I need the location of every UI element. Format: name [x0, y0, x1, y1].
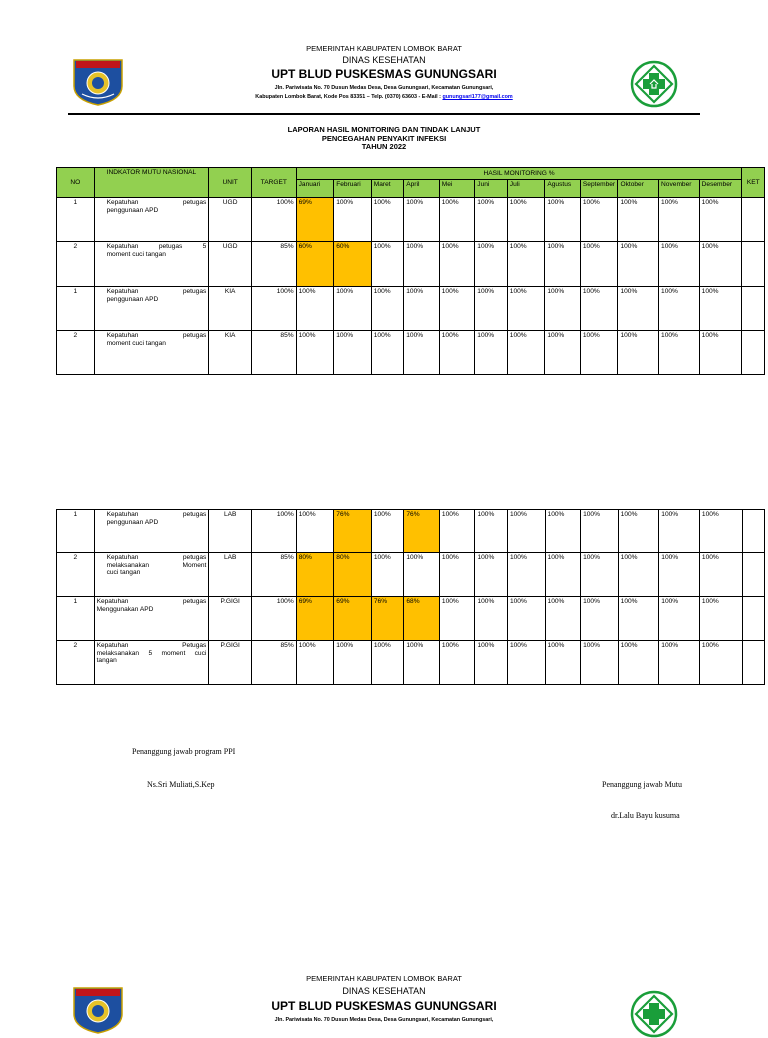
indikator-line: Kepatuhan petugas [106, 511, 207, 518]
cell-value: 100% [659, 198, 700, 242]
cell-value: 100% [618, 331, 659, 375]
header-month: Januari [296, 180, 334, 198]
indikator-line: penggunaan APD [106, 518, 159, 526]
cell-indikator [94, 597, 209, 641]
cell-value: 100% [371, 242, 403, 287]
cell-unit: LAB [209, 510, 252, 553]
indikator-line: tangan [96, 657, 117, 665]
cell-value: 68% [404, 597, 440, 641]
cell-value: 100% [334, 287, 372, 331]
health-cross-icon [630, 60, 678, 108]
report-title-line-1: LAPORAN HASIL MONITORING DAN TINDAK LANJUT [287, 125, 481, 134]
cell-target: 100% [252, 597, 297, 641]
indikator-line: Kepatuhan petugas [106, 332, 207, 339]
cell-value: 100% [404, 198, 440, 242]
cell-no: 2 [57, 331, 95, 375]
cell-value: 100% [545, 597, 581, 641]
cell-value: 100% [439, 331, 475, 375]
cell-no: 2 [57, 641, 95, 685]
cell-value: 100% [296, 510, 334, 553]
indikator-line: Kepatuhan petugas 5 [106, 243, 207, 250]
gov-name: PEMERINTAH KABUPATEN LOMBOK BARAT [306, 44, 462, 53]
cell-no: 2 [57, 553, 95, 597]
indikator-line: penggunaan APD [106, 295, 159, 303]
cell-value: 100% [545, 287, 581, 331]
cell-target: 85% [252, 553, 297, 597]
cell-value: 100% [545, 553, 581, 597]
table-row [57, 331, 765, 375]
cell-value: 100% [699, 331, 742, 375]
header-month: Maret [371, 180, 403, 198]
cell-value: 100% [334, 331, 372, 375]
cell-indikator [94, 287, 209, 331]
header-month: Mei [439, 180, 475, 198]
table-row [57, 597, 765, 641]
indikator-line: Kepatuhan Petugas [96, 642, 207, 649]
cell-no: 1 [57, 510, 95, 553]
header-month: Februari [334, 180, 372, 198]
header-target: TARGET [251, 168, 296, 198]
cell-value: 100% [334, 641, 372, 685]
table-row [57, 510, 765, 553]
cell-ket [742, 242, 765, 287]
cell-value: 100% [699, 597, 742, 641]
cell-ket [742, 198, 765, 242]
cell-value: 80% [334, 553, 372, 597]
cell-value: 100% [659, 597, 700, 641]
cell-ket [742, 510, 764, 553]
cell-value: 100% [371, 553, 404, 597]
table-row [57, 242, 765, 287]
cell-value: 100% [475, 287, 507, 331]
address-line-1: Jln. Pariwisata No. 70 Dusun Medas Desa, Desa Gunungsari, Kecamatan Gunungsari, [274, 85, 494, 91]
cell-value: 100% [659, 510, 700, 553]
indikator-line: Kepatuhan petugas [106, 288, 207, 295]
cell-value: 100% [659, 242, 700, 287]
cell-target: 85% [251, 242, 296, 287]
cell-value: 100% [581, 641, 619, 685]
cell-value: 100% [580, 287, 618, 331]
header-month: September [580, 180, 618, 198]
cell-value: 76% [334, 510, 372, 553]
cell-value: 76% [371, 597, 404, 641]
cell-target: 100% [251, 198, 296, 242]
cell-value: 100% [618, 242, 659, 287]
header-month: November [659, 180, 700, 198]
header-no: NO [57, 168, 95, 198]
cell-indikator [94, 553, 209, 597]
indikator-line: melaksanakan Moment [106, 561, 207, 569]
cell-indikator [94, 641, 209, 685]
cell-value: 100% [507, 510, 545, 553]
gov-name-next: PEMERINTAH KABUPATEN LOMBOK BARAT [306, 974, 462, 983]
cell-value: 100% [475, 510, 508, 553]
cell-no: 2 [57, 242, 95, 287]
cell-value: 100% [439, 198, 475, 242]
cell-value: 100% [618, 287, 659, 331]
indikator-line: penggunaan APD [106, 206, 159, 214]
cell-value: 100% [659, 641, 700, 685]
table-row [57, 198, 765, 242]
cell-unit: UGD [209, 198, 252, 242]
letterhead-divider [68, 113, 700, 115]
cell-target: 85% [251, 331, 296, 375]
cell-value: 69% [296, 198, 334, 242]
address-line-1-next: Jln. Pariwisata No. 70 Dusun Medas Desa, Desa Gunungsari, Kecamatan Gunungsari, [274, 1017, 494, 1023]
cell-ket [742, 287, 765, 331]
cell-value: 100% [545, 198, 581, 242]
cell-value: 100% [371, 331, 403, 375]
cell-value: 100% [659, 287, 700, 331]
cell-value: 100% [296, 287, 334, 331]
cell-value: 100% [580, 331, 618, 375]
header-month: Juli [507, 180, 545, 198]
institution-name: UPT BLUD PUSKESMAS GUNUNGSARI [271, 67, 497, 81]
cell-indikator [94, 198, 209, 242]
cell-value: 100% [507, 553, 545, 597]
cell-ket [742, 553, 764, 597]
cell-target: 100% [252, 510, 297, 553]
cell-value: 100% [334, 198, 372, 242]
cell-value: 100% [439, 597, 475, 641]
cell-indikator [94, 242, 209, 287]
cell-value: 100% [581, 510, 619, 553]
cell-value: 100% [545, 641, 581, 685]
cell-value: 100% [507, 641, 545, 685]
cell-no: 1 [57, 597, 95, 641]
monitoring-table-top [56, 167, 765, 375]
agency-name-next: DINAS KESEHATAN [342, 986, 426, 996]
cell-value: 100% [618, 553, 659, 597]
cell-value: 100% [507, 242, 545, 287]
indikator-line: moment cuci tangan [106, 250, 166, 258]
cell-unit: UGD [209, 242, 252, 287]
cell-value: 100% [404, 553, 440, 597]
cell-no: 1 [57, 198, 95, 242]
cell-value: 100% [618, 198, 659, 242]
cell-value: 100% [296, 331, 334, 375]
institution-name-next: UPT BLUD PUSKESMAS GUNUNGSARI [271, 999, 497, 1013]
signature-left-name: Ns.Sri Muliati,S.Kep [147, 780, 215, 789]
cell-value: 100% [475, 553, 508, 597]
cell-value: 100% [507, 597, 545, 641]
cell-unit: P.GIGI [209, 641, 252, 685]
cell-value: 60% [334, 242, 372, 287]
cell-value: 100% [439, 287, 475, 331]
report-title-line-2: PENCEGAHAN PENYAKIT INFEKSI [321, 133, 447, 143]
cell-value: 100% [545, 331, 581, 375]
cell-unit: LAB [209, 553, 252, 597]
cell-value: 100% [404, 331, 440, 375]
cell-value: 100% [580, 198, 618, 242]
cell-value: 76% [404, 510, 440, 553]
cell-value: 100% [699, 553, 742, 597]
email-link[interactable]: gunungsari177@gmail.com [442, 94, 513, 100]
cell-value: 100% [439, 641, 475, 685]
cell-value: 100% [475, 198, 507, 242]
cell-value: 100% [371, 510, 404, 553]
cell-value: 100% [475, 331, 507, 375]
cell-value: 80% [296, 553, 334, 597]
cell-value: 100% [618, 510, 659, 553]
cell-value: 100% [699, 242, 742, 287]
cell-no: 1 [57, 287, 95, 331]
cell-ket [742, 331, 765, 375]
cell-value: 100% [404, 287, 440, 331]
cell-target: 100% [251, 287, 296, 331]
signature-left-role: Penanggung jawab program PPI [132, 747, 236, 756]
cell-value: 100% [371, 287, 403, 331]
header-month: Juni [475, 180, 507, 198]
table-row [57, 287, 765, 331]
cell-value: 69% [296, 597, 334, 641]
header-month: Oktober [618, 180, 659, 198]
cell-unit: KIA [209, 287, 252, 331]
cell-value: 100% [659, 553, 700, 597]
header-indikator: INDKATOR MUTU NASIONAL [94, 168, 209, 198]
header-ket: KET [742, 168, 765, 198]
header-month: April [404, 180, 440, 198]
cell-indikator [94, 510, 209, 553]
cell-value: 60% [296, 242, 334, 287]
indikator-line: Kepatuhan petugas [106, 199, 207, 206]
signature-right-role: Penanggung jawab Mutu [602, 780, 682, 789]
indikator-line: Kepatuhan petugas [106, 554, 207, 561]
cell-value: 100% [439, 510, 475, 553]
cell-indikator [94, 331, 209, 375]
cell-value: 100% [475, 597, 508, 641]
cell-ket [742, 597, 764, 641]
cell-value: 100% [581, 597, 619, 641]
cell-unit: P.GIGI [209, 597, 252, 641]
cell-value: 100% [699, 287, 742, 331]
header-month: Desember [699, 180, 742, 198]
signature-right-name: dr.Lalu Bayu kusuma [611, 811, 680, 820]
cell-value: 100% [580, 242, 618, 287]
cell-value: 100% [699, 510, 742, 553]
cell-value: 100% [404, 242, 440, 287]
indikator-line: moment cuci tangan [106, 339, 166, 347]
indikator-line: cuci tangan [106, 569, 141, 577]
cell-value: 69% [334, 597, 372, 641]
address-text: Kabupaten Lombok Barat, Kode Pos 83351 – Telp. (0370) 63603 - E-Mail : [255, 94, 443, 100]
cell-value: 100% [507, 198, 545, 242]
report-title-line-3: TAHUN 2022 [361, 142, 407, 151]
indikator-line: melaksanakan 5 moment cuci [96, 649, 207, 657]
indikator-line: Kepatuhan petugas [96, 598, 207, 605]
cell-value: 100% [699, 641, 742, 685]
cell-value: 100% [581, 553, 619, 597]
cell-value: 100% [475, 242, 507, 287]
cell-value: 100% [545, 510, 581, 553]
cell-target: 85% [252, 641, 297, 685]
cell-value: 100% [371, 641, 404, 685]
cell-value: 100% [545, 242, 581, 287]
cell-value: 100% [507, 287, 545, 331]
cell-value: 100% [439, 242, 475, 287]
cell-value: 100% [439, 553, 475, 597]
cell-value: 100% [507, 331, 545, 375]
table-row [57, 553, 765, 597]
header-hasil-monitoring: HASIL MONITORING % [296, 168, 742, 180]
header-month: Agustus [545, 180, 581, 198]
monitoring-table-bottom [56, 509, 765, 685]
cell-value: 100% [404, 641, 440, 685]
agency-name: DINAS KESEHATAN [342, 55, 426, 65]
cell-value: 100% [699, 198, 742, 242]
cell-value: 100% [475, 641, 508, 685]
cell-value: 100% [618, 641, 659, 685]
cell-value: 100% [618, 597, 659, 641]
cell-value: 100% [296, 641, 334, 685]
cell-value: 100% [659, 331, 700, 375]
header-unit: UNIT [209, 168, 252, 198]
cell-ket [742, 641, 764, 685]
cell-unit: KIA [209, 331, 252, 375]
cell-value: 100% [371, 198, 403, 242]
indikator-line: Menggunakan APD [96, 605, 154, 613]
table-row [57, 641, 765, 685]
report-title [0, 126, 768, 152]
health-cross-icon [630, 990, 678, 1038]
